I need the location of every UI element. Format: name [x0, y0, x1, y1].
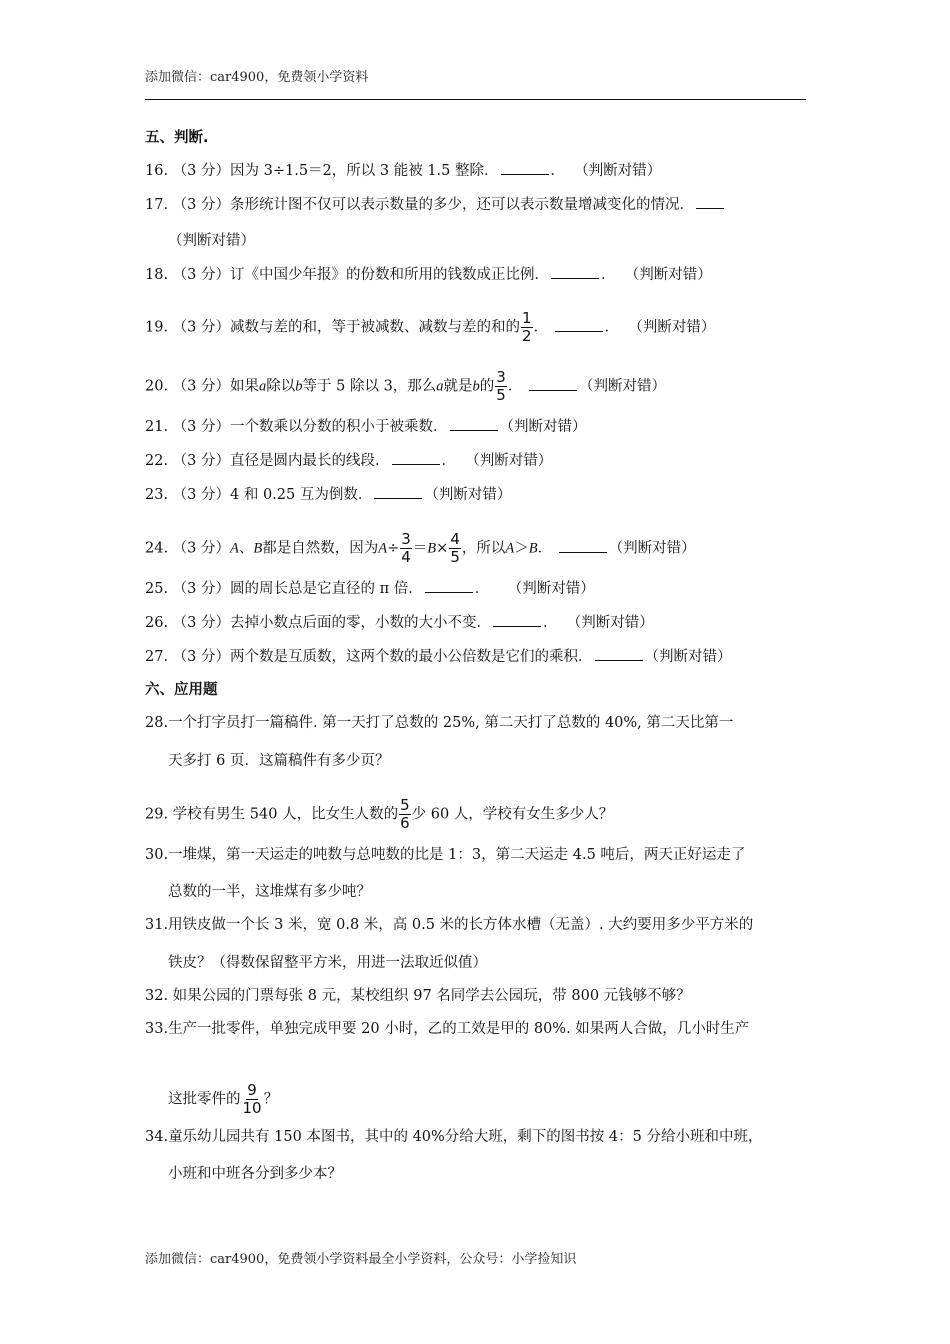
fraction: $\frac{9}{10}$ [242, 1081, 262, 1117]
question-28-cont: 天多打 6 页．这篇稿件有多少页？ [168, 753, 390, 769]
judge-hint: （判断对错） [578, 378, 666, 395]
question-25: 25. （3 分）圆的周长总是它直径的 π 倍． ． （判断对错） [145, 578, 595, 599]
judge-hint: （判断对错） [574, 163, 662, 179]
judge-hint: （判断对错） [507, 581, 595, 597]
question-29: 29. 学校有男生 540 人，比女生人数的 $\frac{5}{6}$ 少 60 人，学校有女生多少人？ [145, 796, 614, 832]
question-33-cont: 这批零件的 $\frac{9}{10}$ ？ [168, 1081, 279, 1117]
section-title-application: 六、应用题 [145, 682, 218, 698]
fraction: $\frac{4}{5}$ [450, 530, 460, 566]
question-19: 19. （3 分）减数与差的和，等于被减数、减数与差的和的 $\frac{1}{2}$ ． ． （判断对错） [145, 309, 716, 345]
page-header: 添加微信：car4900，免费领小学资料 [145, 70, 369, 85]
question-17: 17. （3 分）条形统计图不仅可以表示数量的多少，还可以表示数量增减变化的情况． [145, 194, 726, 215]
question-28: 28.一个打字员打一篇稿件. 第一天打了总数的 25%, 第二天打了总数的 40%, 第二天比第一 [145, 715, 734, 731]
question-30-cont: 总数的一半，这堆煤有多少吨？ [168, 884, 371, 900]
answer-blank[interactable] [392, 450, 440, 465]
q22-text: （3 分）直径是圆内最长的线段． [172, 453, 390, 469]
q17-text: （3 分）条形统计图不仅可以表示数量的多少，还可以表示数量增减变化的情况． [172, 197, 695, 213]
question-21: 21. （3 分）一个数乘以分数的积小于被乘数． （判断对错） [145, 416, 587, 437]
judge-hint: （判断对错） [499, 419, 587, 435]
fraction: $\frac{3}{4}$ [401, 530, 411, 566]
judge-hint: （判断对错） [424, 487, 512, 503]
question-16: 16. （3 分）因为 3÷1.5＝2，所以 3 能被 1.5 整除． ． （判断对错） [145, 160, 661, 181]
fraction: $\frac{5}{6}$ [400, 796, 410, 832]
fraction: $\frac{1}{2}$ [522, 309, 532, 345]
question-22: 22. （3 分）直径是圆内最长的线段． ． （判断对错） [145, 450, 552, 471]
answer-blank[interactable] [551, 264, 599, 279]
q26-text: （3 分）去掉小数点后面的零，小数的大小不变． [172, 615, 492, 631]
judge-hint: （判断对错） [608, 540, 696, 557]
q27-text: （3 分）两个数是互质数，这两个数的最小公倍数是它们的乘积． [172, 649, 593, 665]
judge-hint: （判断对错） [566, 615, 654, 631]
header-rule [145, 99, 806, 100]
q16-text: （3 分）因为 3÷1.5＝2，所以 3 能被 1.5 整除． [172, 163, 499, 179]
question-17-cont [168, 231, 255, 251]
answer-blank[interactable] [696, 194, 724, 209]
judge-hint: （判断对错） [465, 453, 553, 469]
q16-number: 16. [145, 163, 169, 179]
fraction: $\frac{3}{5}$ [496, 368, 506, 404]
question-34-cont: 小班和中班各分到多少本？ [168, 1166, 342, 1182]
q25-text: （3 分）圆的周长总是它直径的 π 倍． [172, 581, 423, 597]
judge-hint: （判断对错） [628, 319, 716, 336]
q18-text: （3 分）订《中国少年报》的份数和所用的钱数成正比例． [172, 267, 550, 283]
question-24: 24. （3 分）A、B都是自然数，因为A÷ $\frac{3}{4}$ ＝B× $\frac{4}{5}$ ，所以A＞B． （判断对错） [145, 530, 696, 566]
q19-text: （3 分）减数与差的和，等于被减数、减数与差的和的 [172, 319, 521, 336]
question-30: 30.一堆煤，第一天运走的吨数与总吨数的比是 1：3，第二天运走 4.5 吨后，两天正好运走了 [145, 847, 746, 863]
answer-blank[interactable] [493, 612, 541, 627]
question-32: 32. 如果公园的门票每张 8 元，某校组织 97 名同学去公园玩，带 800 元钱够不够？ [145, 988, 691, 1004]
answer-blank[interactable] [555, 317, 603, 332]
answer-blank[interactable] [374, 484, 422, 499]
question-34: 34.童乐幼儿园共有 150 本图书，其中的 40%分给大班，剩下的图书按 4：5 分给小班和中班， [145, 1129, 763, 1145]
answer-blank[interactable] [559, 538, 607, 553]
question-23: 23. （3 分）4 和 0.25 互为倒数． （判断对错） [145, 484, 511, 505]
question-18: 18. （3 分）订《中国少年报》的份数和所用的钱数成正比例． ． （判断对错） [145, 264, 712, 285]
question-31-cont: 铁皮？（得数保留整平方米，用进一法取近似值） [168, 955, 487, 971]
question-20: 20. （3 分）如果a除以b等于 5 除以 3，那么a就是b的 $\frac{3}{5}$ ． （判断对错） [145, 368, 666, 404]
q23-text: （3 分）4 和 0.25 互为倒数． [172, 487, 373, 503]
answer-blank[interactable] [595, 646, 643, 661]
judge-hint: （判断对错） [168, 233, 255, 249]
answer-blank[interactable] [425, 578, 473, 593]
judge-hint: （判断对错） [624, 267, 712, 283]
section-title-judge: 五、判断. [145, 130, 209, 146]
question-27: 27. （3 分）两个数是互质数，这两个数的最小公倍数是它们的乘积． （判断对错） [145, 646, 732, 667]
question-31: 31.用铁皮做一个长 3 米，宽 0.8 米，高 0.5 米的长方体水槽（无盖）. 大约要用多少平方米的 [145, 917, 754, 933]
question-26: 26. （3 分）去掉小数点后面的零，小数的大小不变． ． （判断对错） [145, 612, 654, 633]
question-33: 33.生产一批零件，单独完成甲要 20 小时，乙的工效是甲的 80%. 如果两人合做，几小时生产 [145, 1021, 750, 1037]
q21-text: （3 分）一个数乘以分数的积小于被乘数． [172, 419, 448, 435]
answer-blank[interactable] [529, 376, 577, 391]
answer-blank[interactable] [450, 416, 498, 431]
judge-hint: （判断对错） [644, 649, 732, 665]
answer-blank[interactable] [501, 160, 549, 175]
page-footer: 添加微信：car4900，免费领小学资料最全小学资料，公众号：小学捡知识 [145, 1252, 577, 1267]
